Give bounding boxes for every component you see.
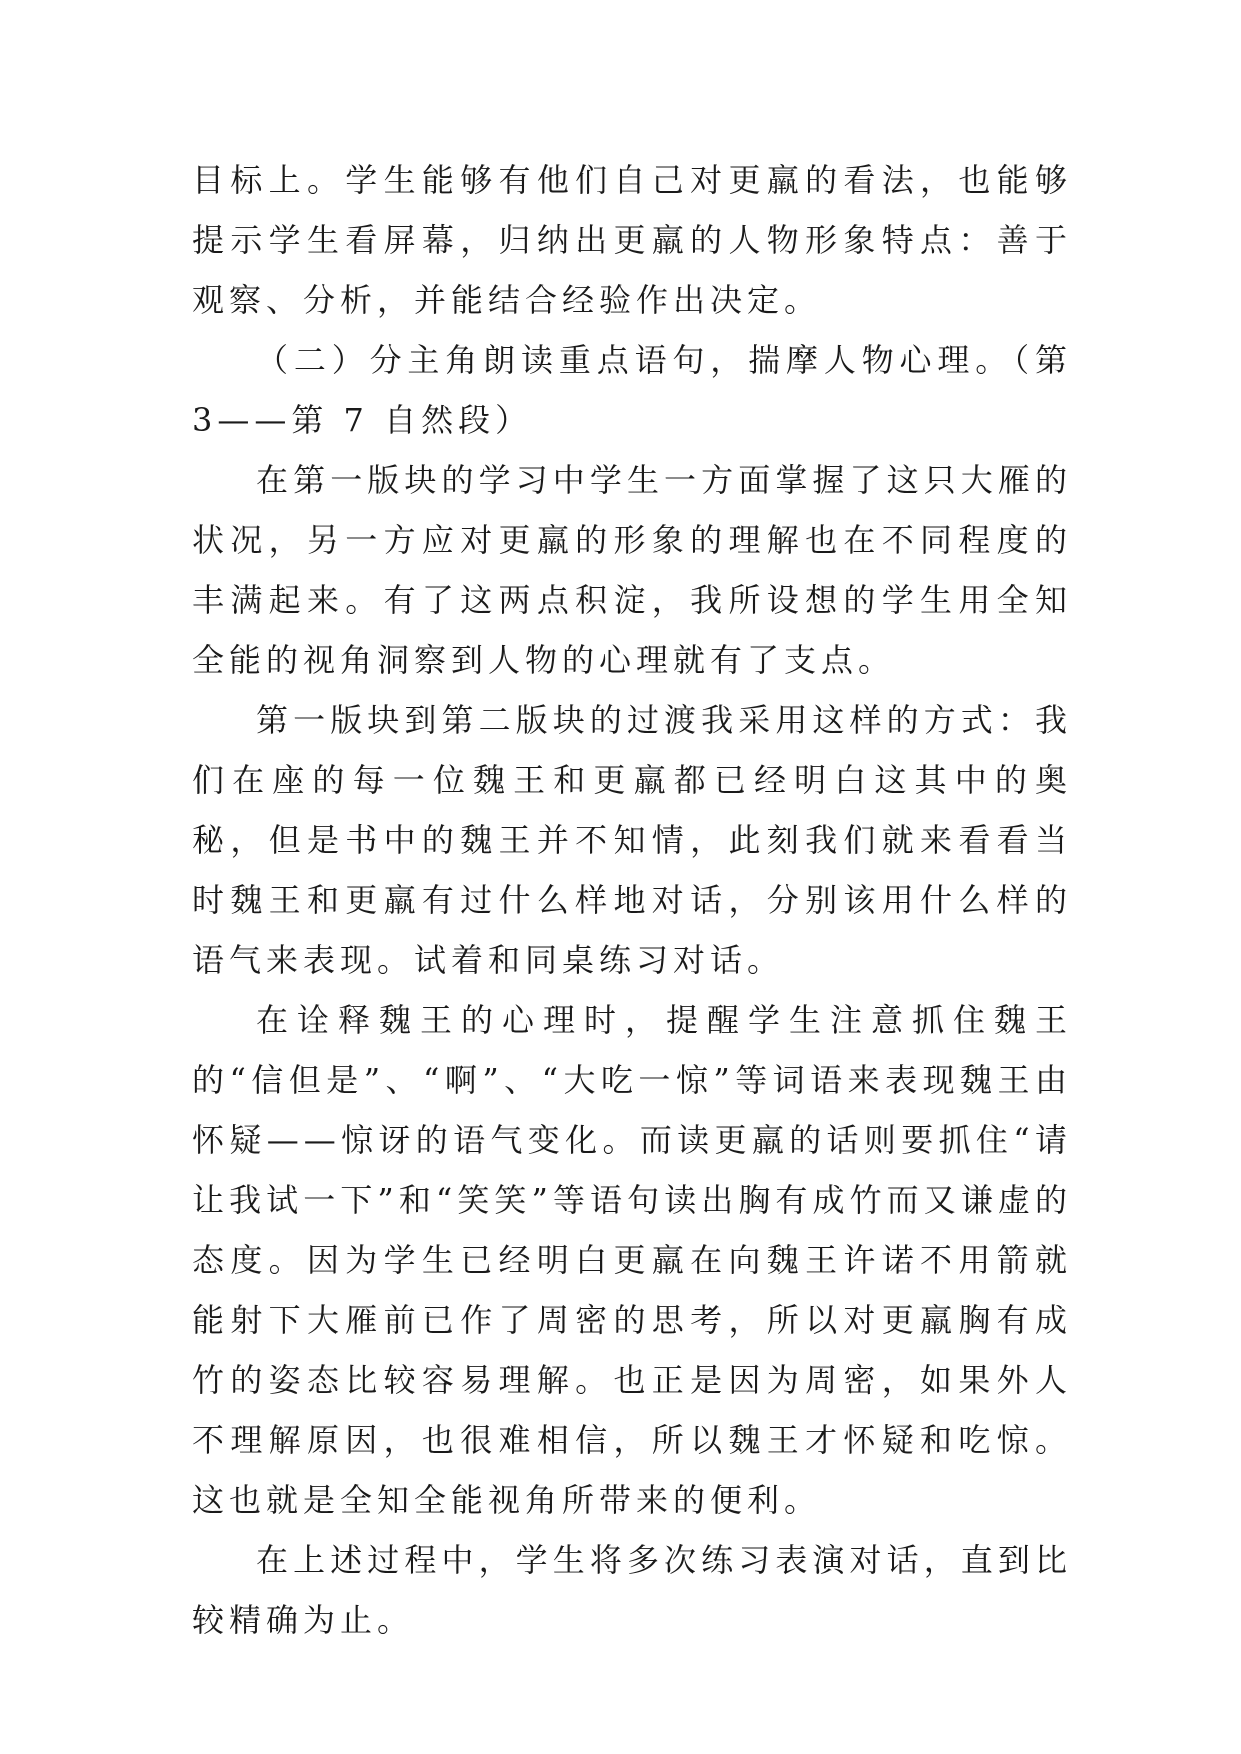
paragraph-continuation: 目标上。学生能够有他们自己对更羸的看法，也能够提示学生看屏幕，归纳出更羸的人物形象特点：善于观察、分析，并能结合经验作出决定。 xyxy=(192,161,1072,319)
paragraph: 在上述过程中，学生将多次练习表演对话，直到比较精确为止。 xyxy=(192,1541,1072,1639)
paragraph: 在第一版块的学习中学生一方面掌握了这只大雁的状况，另一方应对更羸的形象的理解也在不同程度的丰满起来。有了这两点积淀，我所设想的学生用全知全能的视角洞察到人物的心理就有了支点。 xyxy=(192,461,1072,679)
paragraph: 在诠释魏王的心理时，提醒学生注意抓住魏王的“信但是”、“啊”、“大吃一惊”等词语来表现魏王由怀疑——惊讶的语气变化。而读更羸的话则要抓住“请让我试一下”和“笑笑”等语句读出胸有成竹而又谦虚的态度。因为学生已经明白更羸在向魏王许诺不用箭就能射下大雁前已作了周密的思考，所以对更羸胸有成竹的姿态比较容易理解。也正是因为周密，如果外人不理解原因，也很难相信，所以魏王才怀疑和吃惊。这也就是全知全能视角所带来的便利。 xyxy=(192,1001,1072,1519)
document-body xyxy=(192,150,1072,1650)
paragraph: 第一版块到第二版块的过渡我采用这样的方式：我们在座的每一位魏王和更羸都已经明白这其中的奥秘，但是书中的魏王并不知情，此刻我们就来看看当时魏王和更羸有过什么样地对话，分别该用什么样的语气来表现。试着和同桌练习对话。 xyxy=(192,701,1072,979)
section-heading: （二）分主角朗读重点语句，揣摩人物心理。（第 3——第 7 自然段） xyxy=(192,341,1072,439)
